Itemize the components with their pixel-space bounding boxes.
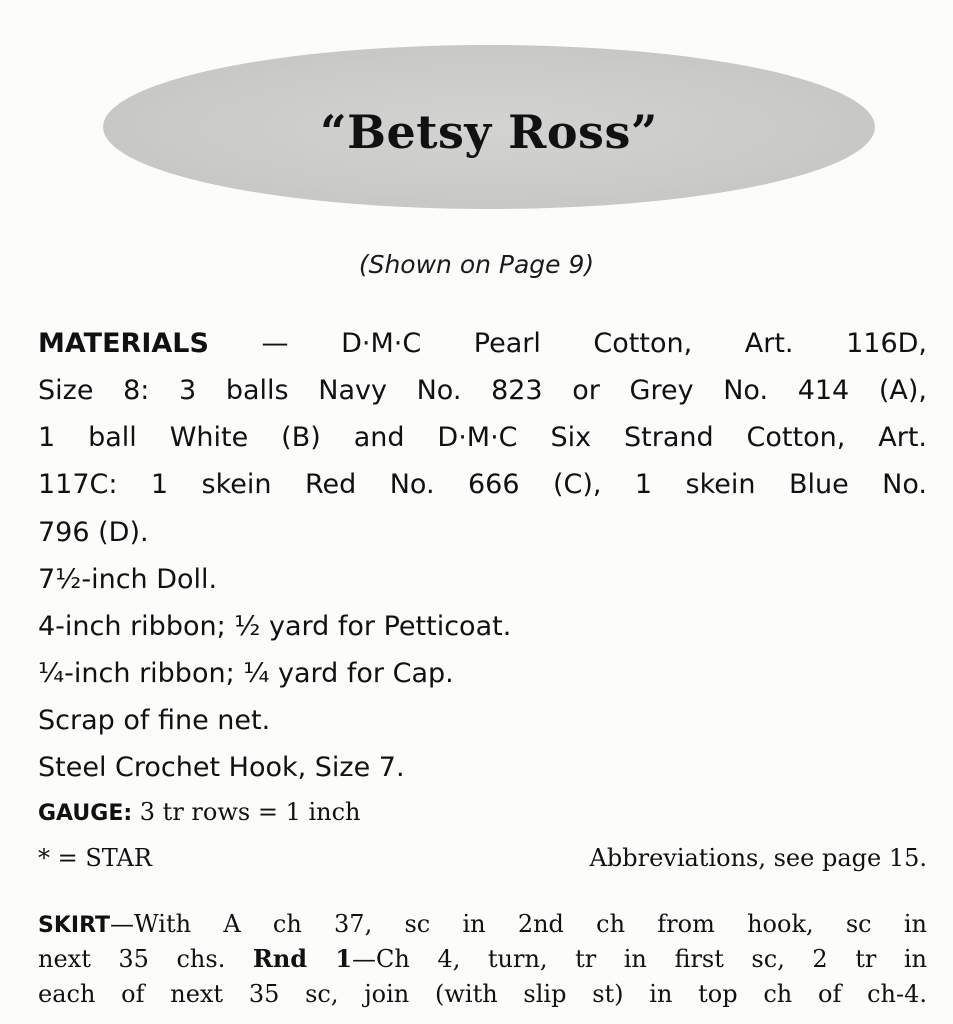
materials-line-2: Size 8: 3 balls Navy No. 823 or Grey No. 414 (A), — [38, 375, 927, 406]
materials-line-4: 117C: 1 skein Red No. 666 (C), 1 skein Blue No. — [38, 469, 927, 500]
abbreviations-note: Abbreviations, see page 15. — [589, 844, 927, 872]
skirt-line-1-text: —With A ch 37, sc in 2nd ch from hook, sc in — [110, 910, 927, 938]
skirt-line-1 — [38, 909, 927, 941]
materials-hook: Steel Crochet Hook, Size 7. — [38, 752, 405, 783]
round-1-label: Rnd 1 — [252, 944, 353, 973]
title-banner — [103, 45, 875, 209]
materials-doll: 7½-inch Doll. — [38, 564, 218, 595]
materials-heading: MATERIALS — [38, 328, 209, 359]
pattern-title: “Betsy Ross” — [320, 105, 658, 159]
star-note: * = STAR — [38, 844, 152, 872]
materials-line-3: 1 ball White (B) and D·M·C Six Strand Cotton, Art. — [38, 422, 927, 453]
skirt-line-3: each of next 35 sc, join (with slip st) in top ch of ch-4. — [38, 980, 927, 1008]
skirt-line-2-start: next 35 chs. — [38, 945, 253, 973]
gauge-label: GAUGE: — [38, 801, 133, 826]
gauge-line — [38, 797, 927, 829]
skirt-line-2 — [38, 944, 927, 974]
star-abbreviations-line — [38, 843, 927, 873]
shown-on-page-note: (Shown on Page 9) — [358, 250, 595, 279]
materials-net: Scrap of fine net. — [38, 705, 271, 736]
materials-ribbon-cap: ¼-inch ribbon; ¼ yard for Cap. — [38, 658, 454, 689]
skirt-label: SKIRT — [38, 913, 111, 938]
materials-ribbon-petticoat: 4-inch ribbon; ½ yard for Petticoat. — [38, 611, 512, 642]
materials-line-1 — [38, 328, 927, 360]
materials-line-1-text: — D·M·C Pearl Cotton, Art. 116D, — [208, 328, 927, 359]
gauge-value: 3 tr rows = 1 inch — [132, 798, 361, 826]
skirt-line-2-rest: —Ch 4, turn, tr in first sc, 2 tr in — [352, 945, 928, 973]
materials-line-5: 796 (D). — [38, 517, 149, 548]
